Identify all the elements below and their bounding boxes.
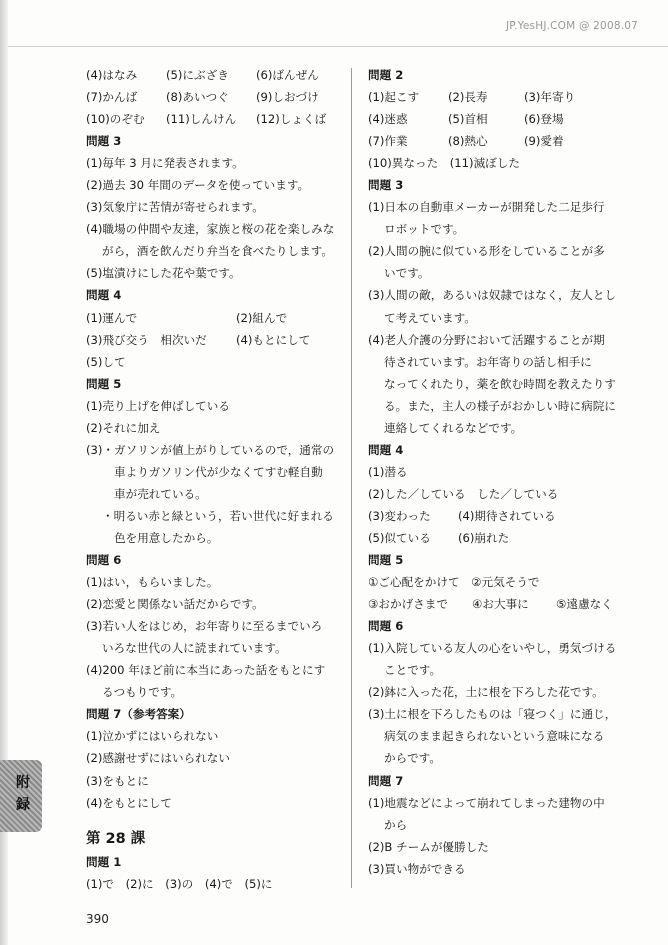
answer-line: (1)潜る [368,464,408,479]
answer-line: (3)・ガソリンが値上がりしているので，通常の [86,442,335,457]
answer-line: (3)をもとに [86,773,149,788]
answer-item: (3)変わった [368,508,431,523]
answer-continuation: いです。 [384,266,430,281]
answer-row [368,527,636,549]
answer-line: (4)老人介護の分野において活躍することが期 [368,332,605,347]
answer-item: (7)作業 [368,134,408,149]
question-heading: 問題 1 [86,854,122,869]
answer-line: (1)地震などによって崩れてしまった建物の中 [368,795,605,810]
answer-item: (4)はなみ [86,68,138,82]
answer-item: ⑤遠慮なく [556,597,613,612]
answer-continuation: なってくれたり，薬を飲む時間を教えたりす [384,376,616,391]
answer-item: (9)愛着 [524,134,564,149]
answer-line: (3)若い人をはじめ，お年寄りに至るまでいろ [86,619,323,634]
answer-continuation: 車よりガソリン代が少なくてすむ軽自動 [114,464,323,479]
answer-continuation: 車が売れている。 [114,486,207,501]
answer-item: (6)登場 [524,112,564,127]
appendix-tab-label [14,772,32,816]
answer-line: (1)毎年 3 月に発表されます。 [86,156,244,171]
answer-line: (1)日本の自動車メーカーが開発した二足歩行 [368,200,605,215]
answer-row [86,64,348,86]
answer-item: (3)年寄り [524,90,576,105]
answer-item: (3)飛び交う 相次いだ [86,332,207,347]
answer-row [86,307,348,329]
answer-line: (5)して [86,354,126,369]
answer-line: (4)職場の仲間や友達，家族と桜の花を楽しみな [86,222,335,237]
answer-item: (2)長寿 [448,90,488,105]
answer-line: ①ご心配をかけて ②元気そうで [368,575,540,590]
answer-item: (5)にぶざき [166,68,229,82]
answer-line: (1)売り上げを伸ばしている [86,398,230,413]
answer-line: (3)気象庁に苦情が寄せられます。 [86,200,264,215]
question-heading: 問題 7 [368,773,404,788]
page-number: 390 [86,912,109,926]
question-heading: 問題 6 [86,553,122,568]
answer-continuation: 色を用意したから。 [114,530,219,545]
answer-item: (5)首相 [448,112,488,127]
answer-continuation: て考えています。 [384,310,476,325]
answer-continuation: から [384,817,408,832]
question-heading: 問題 7（参考答案） [86,707,191,722]
answer-row [368,86,636,108]
answer-row [86,108,348,130]
answer-item: ④お大事に [472,597,529,612]
question-heading: 問題 5 [86,376,122,391]
answer-item: (6)崩れた [458,530,510,545]
column-divider [351,68,352,888]
answer-item: (4)もとにして [236,332,311,347]
watermark: JP.YesHJ.COM @ 2008.07 [505,20,638,32]
answer-line: (3)人間の敵，あるいは奴隷ではなく，友人とし [368,288,617,303]
appendix-tab-char: 録 [16,797,30,813]
answer-row [368,593,636,615]
answer-line: (5)塩漬けにした花や葉です。 [86,266,241,281]
answer-continuation: る。また，主人の様子がおかしい時に病院に [384,398,616,413]
answer-row [368,505,636,527]
answer-item: (1)運んで [86,310,138,325]
answer-line: (3)買い物ができる [368,861,466,876]
appendix-tab-char: 附 [16,775,30,791]
answer-item: (8)熱心 [448,134,488,149]
answer-item: (8)あいつぐ [166,90,229,105]
question-heading: 問題 4 [368,442,404,457]
answer-item: (12)しょくば [256,112,327,127]
answer-continuation: るつもりです。 [102,685,183,700]
spacer [86,814,348,825]
answer-line: (2)B チームが優勝した [368,839,489,854]
answer-row [368,108,636,130]
answer-line: (2)鉢に入った花，土に根を下ろした花です。 [368,685,604,700]
lesson-title: 第 28 課 [86,830,146,847]
answer-continuation: 待されています。お年寄りの話し相手に [384,354,592,369]
answer-line: (10)異なった (11)滅ぼした [368,156,520,171]
answer-line: (2)感謝せずにはいられない [86,751,230,766]
answer-line: (1)泣かずにはいられない [86,729,219,744]
answer-item: (7)かんば [86,90,138,105]
answer-continuation: ・明るい赤と緑という，若い世代に好まれる [102,508,334,523]
answer-row [368,130,636,152]
answer-continuation: がら，酒を飲んだり弁当を食べたりします。 [102,244,333,259]
answer-line: (3)土に根を下ろしたものは「寝つく」に通じ， [368,707,617,722]
answer-line: (1)はい，もらいました。 [86,575,219,590]
answer-item: (10)のぞむ [86,112,145,127]
answer-item: (1)起こす [368,90,420,105]
answer-line: (4)200 年ほど前に本当にあった話をもとにす [86,663,326,678]
answer-continuation: 連絡してくれるなどです。 [384,420,523,435]
question-heading: 問題 3 [86,134,122,149]
answer-line: (4)をもとにして [86,795,172,810]
answer-line: (2)過去 30 年間のデータを使っています。 [86,178,310,193]
answer-row [86,86,348,108]
question-heading: 問題 6 [368,619,404,634]
answer-item: ③おかげさまで [368,597,448,612]
answer-item: (5)似ている [368,530,431,545]
answer-line: (1)で (2)に (3)の (4)で (5)に [86,876,273,891]
answer-continuation: ことです。 [384,663,442,678]
answer-continuation: いろな世代の人に読まれています。 [102,641,287,656]
answer-item: (6)ばんぜん [256,68,319,82]
answer-line: (1)入院している友人の心をいやし，勇気づける [368,641,617,656]
answer-continuation: からです。 [384,751,441,766]
answer-item: (11)しんけん [166,112,237,127]
answer-line: (2)した／している した／している [368,486,559,501]
answer-line: (2)恋愛と関係ない話だからです。 [86,597,264,612]
answer-line: (2)それに加え [86,420,161,435]
answer-continuation: 病気のまま起きられないという意味になる [384,729,605,744]
answer-continuation: ロボットです。 [384,222,465,237]
right-column [368,64,636,880]
answer-item: (4)期待されている [458,508,556,523]
question-heading: 問題 3 [368,178,404,193]
answer-row [86,329,348,351]
answer-item: (2)組んで [236,310,288,325]
question-heading: 問題 5 [368,553,404,568]
answer-item: (4)迷惑 [368,112,408,127]
header-rule [8,46,668,47]
question-heading: 問題 2 [368,68,404,82]
answer-line: (2)人間の腕に似ている形をしていることが多 [368,244,605,259]
left-column [86,64,348,895]
question-heading: 問題 4 [86,288,122,303]
answer-item: (9)しおづけ [256,90,319,105]
